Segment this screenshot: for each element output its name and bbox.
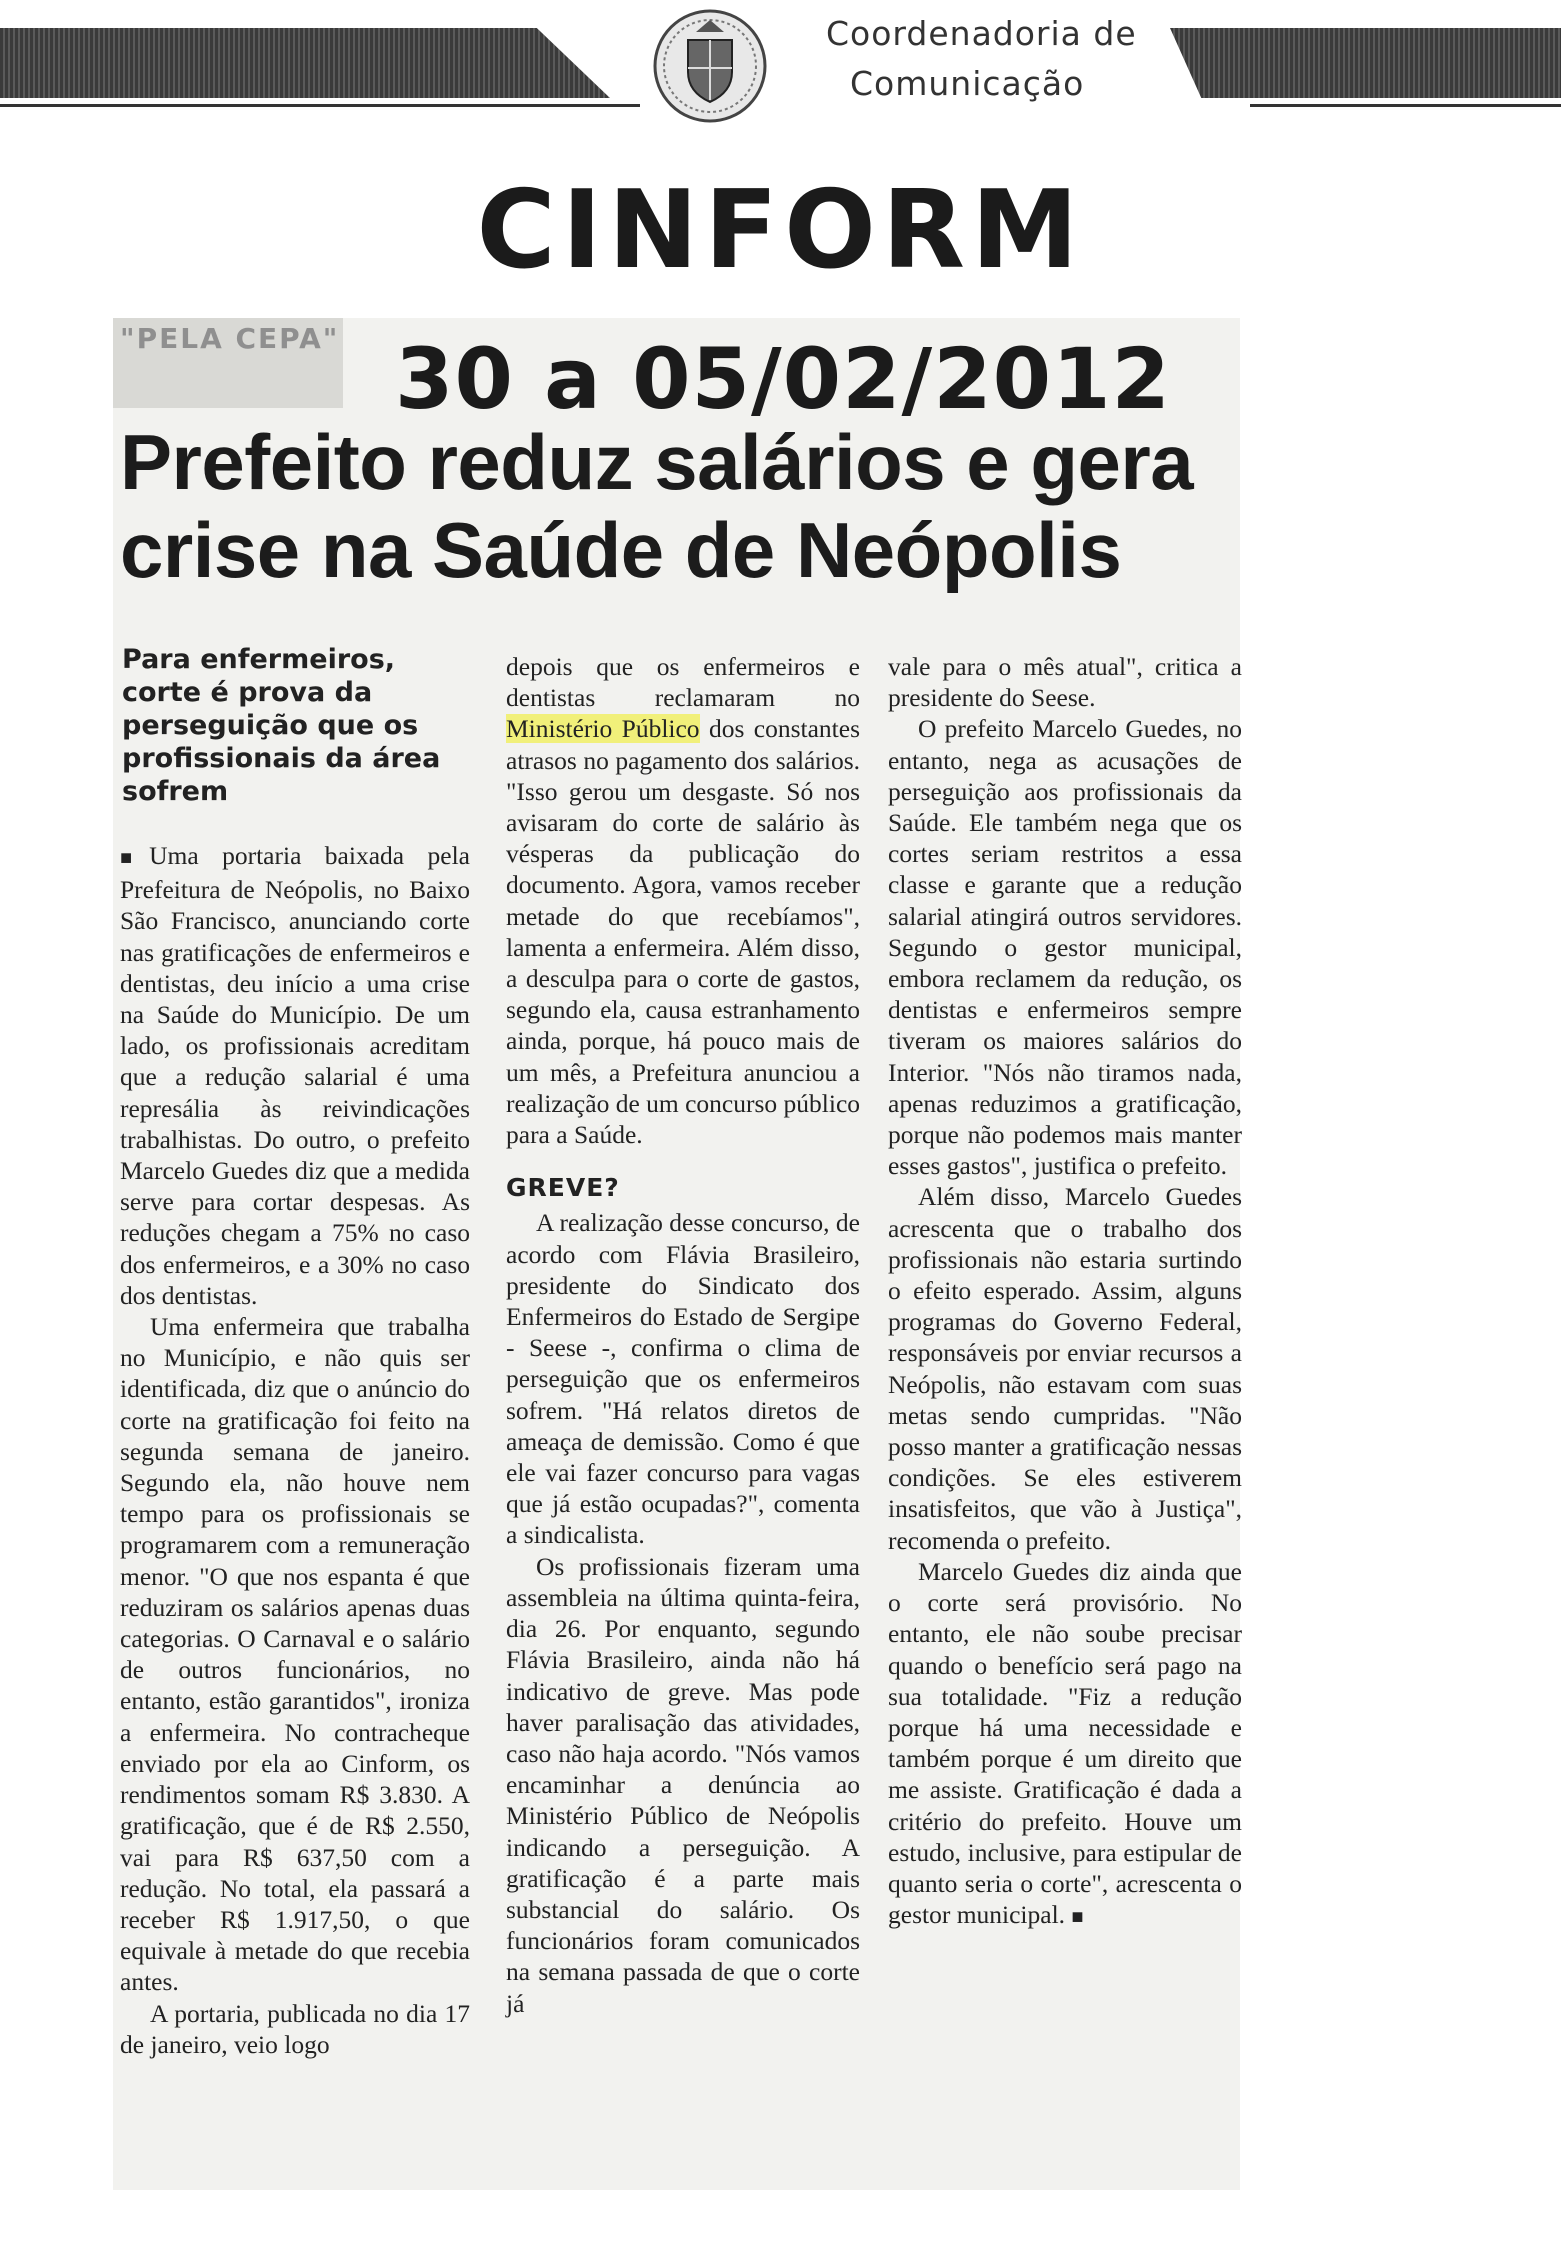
article-column-3 — [888, 651, 1242, 1933]
header-bar-right — [1170, 28, 1561, 98]
article-column-1 — [120, 840, 470, 2060]
header-label-line2: Comunicação — [850, 64, 1085, 103]
section-subhead: GREVE? — [506, 1173, 620, 1203]
article-headline — [120, 418, 1240, 594]
paragraph: depois que os enfermeiros e dentistas reclamaram no Ministério Público dos constantes atrasos no pagamento dos salários. "Isso gerou um desgaste. Só nos avisaram do corte de salário às vésperas da publicação do documento. Agora, vamos receber metade do que recebíamos", lamenta a enfermeira. Além disso, a desculpa para o corte de gastos, segundo ela, causa estranhamento ainda, porque, há pouco mais de um mês, a Prefeitura anunciou a realização de um concurso público para a Saúde. — [506, 652, 861, 1150]
header-rule-left — [0, 104, 640, 107]
highlighted-text: Ministério Público — [506, 714, 700, 744]
paragraph: Marcelo Guedes diz ainda que o corte será provisório. No entanto, ele não soube precisar quando o benefício será pago na sua totalidade. "Fiz a redução porque há uma necessidade e também porque é um direito que me assiste. Gratificação é dada a critério do prefeito. Houve um estudo, inclusive, para estipular de quanto seria o corte", acrescenta o gestor municipal. ■ — [888, 1556, 1242, 1930]
coat-of-arms-logo-icon — [650, 6, 770, 126]
header-rule-right — [1250, 104, 1561, 107]
article-deck: Para enfermeiros, corte é prova da perseguição que os profissionais da área sofrem — [122, 644, 441, 807]
clipping-header — [0, 0, 1561, 140]
publication-date-range: 30 a 05/02/2012 — [395, 330, 1172, 428]
article-column-2 — [506, 651, 860, 2019]
article-kicker: "PELA CEPA" — [120, 322, 340, 355]
paragraph: ■Uma portaria baixada pela Prefeitura de Neópolis, no Baixo São Francisco, anunciando corte nas gratificações de enfermeiros e dentistas, deu início a uma crise na Saúde do Município. De um lado, os profissionais acreditam que a redução salarial é uma represália às reivindicações trabalhistas. Do outro, o prefeito Marcelo Guedes diz que a medida serve para cortar despesas. As reduções chegam a 75% no caso dos enfermeiros, e a 30% no caso dos dentistas. — [120, 841, 470, 1310]
lead-square-icon: ■ — [120, 847, 150, 869]
paragraph: Os profissionais fizeram uma assembleia na última quinta-feira, dia 26. Por enquanto, segundo Flávia Brasileiro, ainda não há indicativo de greve. Mas pode haver paralisação das atividades, caso não haja acordo. "Nós vamos encaminhar a denúncia ao Ministério Público de Neópolis indicando a perseguição. A gratificação é a parte mais substancial do salário. Os funcionários foram comunicados na semana passada de que o corte já — [506, 1551, 860, 2018]
paragraph: vale para o mês atual", critica a presidente do Seese. — [888, 652, 1242, 713]
headline-line-1: Prefeito reduz salários e gera — [120, 418, 1194, 506]
publication-name: CINFORM — [476, 168, 1085, 293]
paragraph: A portaria, publicada no dia 17 de janeiro, veio logo — [120, 1998, 470, 2059]
header-bar-left — [0, 28, 610, 98]
paragraph: A realização desse concurso, de acordo com Flávia Brasileiro, presidente do Sindicato dos Enfermeiros do Estado de Sergipe - Seese -, confirma o clima de perseguição que os enfermeiros sofrem. "Há relatos diretos de ameaça de demissão. Como é que ele vai fazer concurso para vagas que já estão ocupadas?", comenta a sindicalista. — [506, 1208, 860, 1550]
paragraph: Uma enfermeira que trabalha no Município, e não quis ser identificada, diz que o anúncio do corte na gratificação foi feito na segunda semana de janeiro. Segundo ela, não houve nem tempo para os profissionais se programarem com a remuneração menor. "O que nos espanta é que reduziram os salários apenas duas categorias. O Carnaval e o salário de outros funcionários, no entanto, estão garantidos", ironiza a enfermeira. No contracheque enviado por ela ao Cinform, os rendimentos somam R$ 3.830. A gratificação, que é de R$ 2.550, vai para R$ 637,50 com a redução. No total, ela passará a receber R$ 1.917,50, o que equivale à metade do que recebia antes. — [120, 1312, 470, 1997]
end-square-icon: ■ — [1071, 1906, 1084, 1929]
header-label-line1: Coordenadoria de — [826, 14, 1137, 53]
paragraph: Além disso, Marcelo Guedes acrescenta que o trabalho dos profissionais não estaria surtindo o efeito esperado. Assim, alguns programas do Governo Federal, responsáveis por enviar recursos a Neópolis, não estavam com suas metas sendo cumpridas. "Não posso manter a gratificação nessas condições. Se eles estiverem insatisfeitos, que vão à Justiça", recomenda o prefeito. — [888, 1182, 1242, 1555]
paragraph: O prefeito Marcelo Guedes, no entanto, nega as acusações de perseguição aos profissionais da Saúde. Ele também nega que os cortes seriam restritos a essa classe e garante que a redução salarial atingirá outros servidores. Segundo o gestor municipal, embora reclamem da redução, os dentistas e enfermeiros sempre tiveram os maiores salários do Interior. "Nós não tiramos nada, apenas reduzimos a gratificação, porque não podemos mais manter esses gastos", justifica o prefeito. — [888, 714, 1242, 1181]
headline-line-2: crise na Saúde de Neópolis — [120, 506, 1122, 594]
